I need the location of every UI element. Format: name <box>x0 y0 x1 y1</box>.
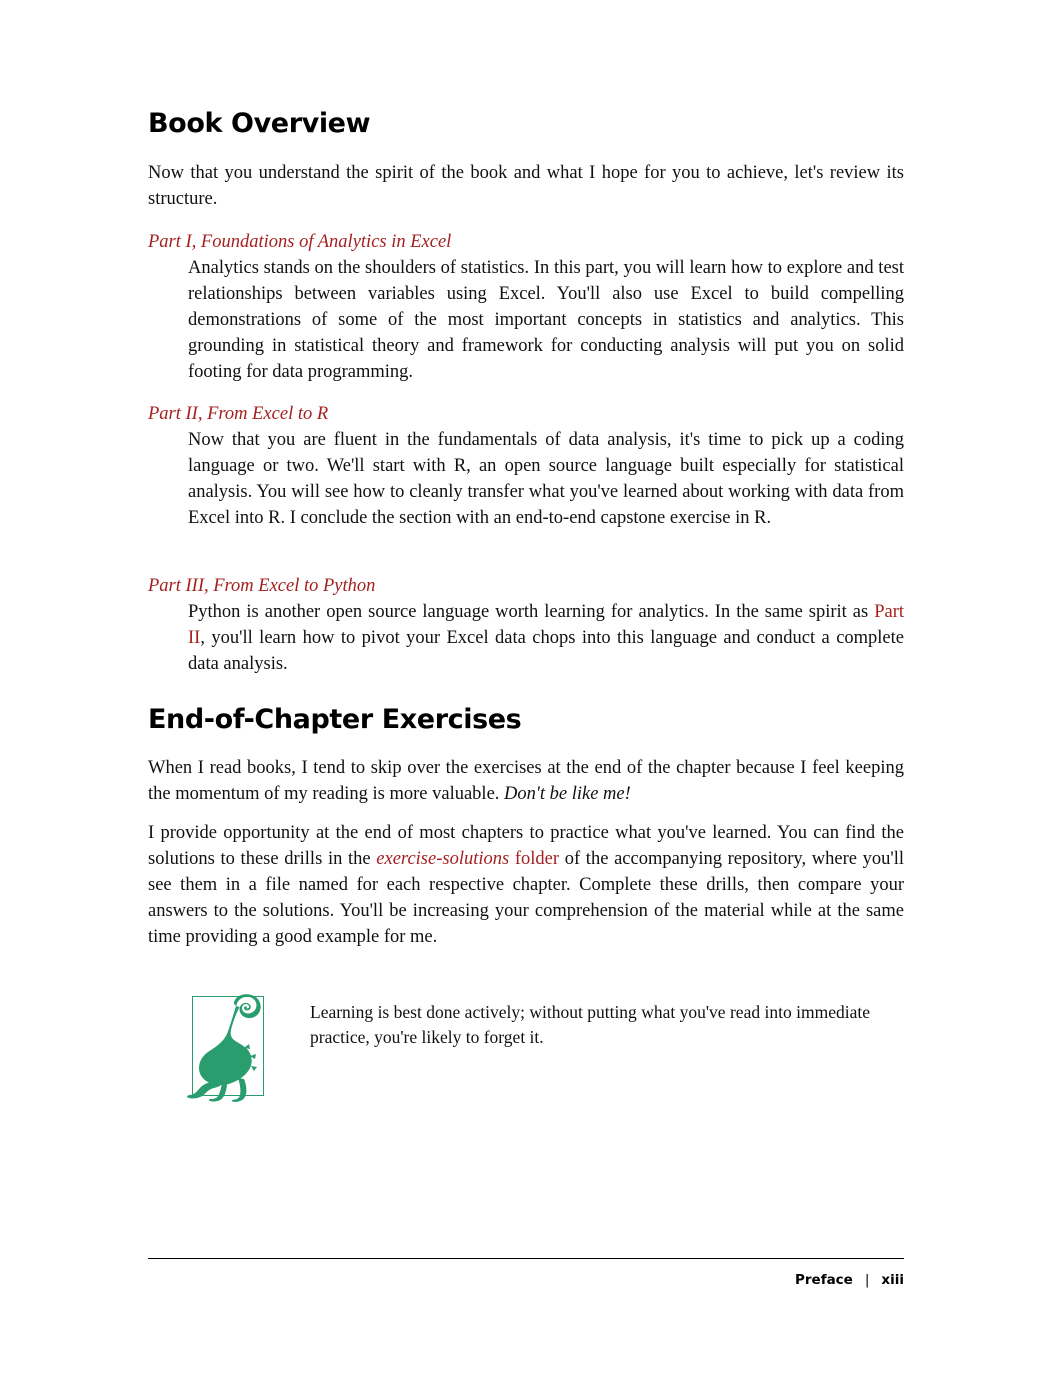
tip-note-block <box>178 990 904 1105</box>
part-body-2: Now that you are fluent in the fundamentals of data analysis, it's time to pick up a coding language or two. We'll start with R, an open source language built especially for statistical analysis. You will see how to cleanly transfer what you've learned about working with data from Excel into R. I conclude the section with an end-to-end capstone exercise in R. <box>188 430 904 528</box>
page-title-book-overview: Book Overview <box>148 108 371 139</box>
tip-note-text: Learning is best done actively; without putting what you've read into immediate practice, you're likely to forget it. <box>310 1002 870 1047</box>
exercises-paragraph-1-pre: When I read books, I tend to skip over the exercises at the end of the chapter because I feel keeping the momentum of my reading is more valuable. <box>148 758 904 804</box>
part-heading-2: Part II, From Excel to R <box>148 404 329 424</box>
link-exercise-solutions-folder[interactable]: folder <box>509 849 560 869</box>
footer-separator: | <box>864 1272 870 1288</box>
exercises-paragraph-1-emphasis: Don't be like me! <box>504 784 631 804</box>
cross-reference-part-ii[interactable]: Part II <box>188 602 904 648</box>
part-heading-3: Part III, From Excel to Python <box>148 576 376 596</box>
footer-page-number: xiii <box>881 1272 904 1288</box>
page-title-end-of-chapter-exercises: End-of-Chapter Exercises <box>148 704 522 735</box>
dinosaur-illustration <box>180 990 284 1105</box>
exercises-paragraph-2 <box>148 820 904 950</box>
book-overview-intro-paragraph: Now that you understand the spirit of the book and what I hope for you to achieve, let's review its structure. <box>148 163 904 209</box>
footer-divider <box>148 1258 904 1259</box>
exercises-paragraph-2-post: of the accompanying repository, where you'll see them in a file named for each respective chapter. Complete these drills, then compare your answers to the solutions. You'll be increasing your comprehension of the material while at the same time providing a good example for me. <box>148 849 904 947</box>
link-exercise-solutions[interactable]: exercise-solutions <box>376 849 510 869</box>
part-body-3 <box>188 599 904 677</box>
page-content <box>148 0 904 1378</box>
part-heading-1: Part I, Foundations of Analytics in Excel <box>148 232 452 252</box>
page-footer <box>148 1272 904 1288</box>
dinosaur-tip-icon <box>178 990 282 1105</box>
exercises-paragraph-1 <box>148 755 904 807</box>
footer-label: Preface <box>794 1272 853 1288</box>
part-body-1: Analytics stands on the shoulders of statistics. In this part, you will learn how to explore and test relationships between variables using Excel. You'll also use Excel to build compelling demonstrations of some of the most important concepts in statistics and analytics. This grounding in statistical theory and framework for conducting analysis will put you on solid footing for data programming. <box>188 258 904 382</box>
exercises-paragraph-2-pre: I provide opportunity at the end of most chapters to practice what you've learned. You can find the solutions to these drills in the <box>148 823 904 869</box>
part-body-3-pre: Python is another open source language worth learning for analytics. In the same spirit as <box>188 602 875 622</box>
part-body-3-post: , you'll learn how to pivot your Excel data chops into this language and conduct a complete data analysis. <box>188 628 904 674</box>
